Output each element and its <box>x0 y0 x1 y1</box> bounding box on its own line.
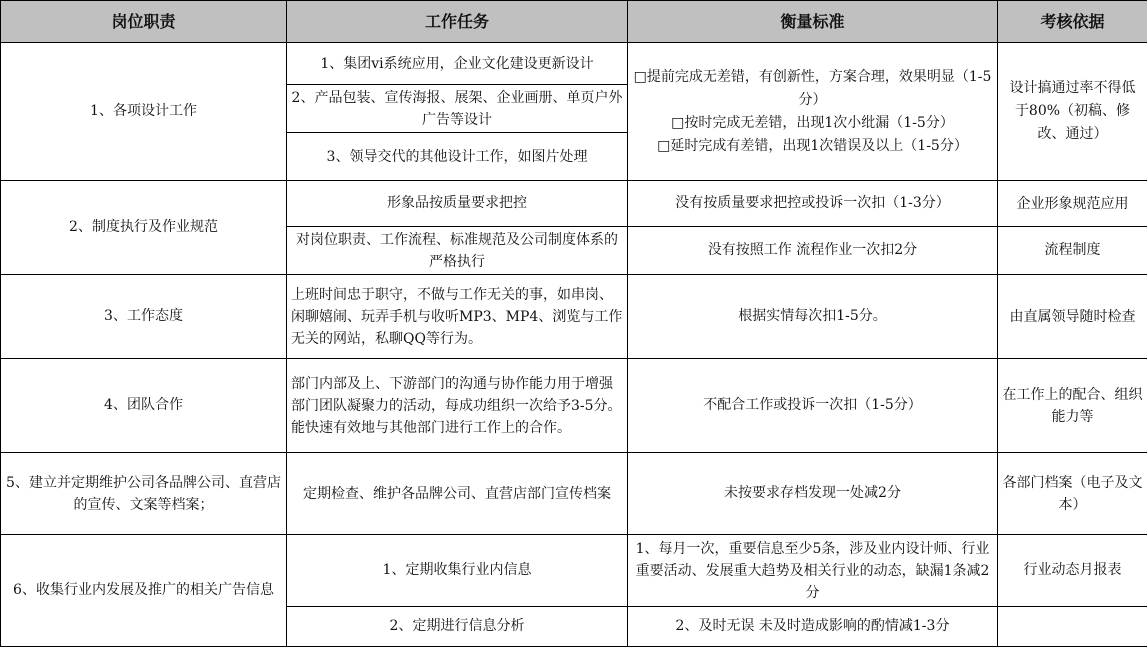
standard-line: □按时完成无差错，出现1次小纰漏（1-5分） <box>671 114 954 131</box>
duty-cell: 4、团队合作 <box>1 359 287 453</box>
header-basis: 考核依据 <box>998 1 1147 43</box>
table-row <box>1 43 1147 85</box>
duty-cell: 2、制度执行及作业规范 <box>1 181 287 275</box>
duty-cell: 6、收集行业内发展及推广的相关广告信息 <box>1 535 287 647</box>
table-row <box>1 535 1147 607</box>
header-standard: 衡量标准 <box>628 1 998 43</box>
duty-cell: 5、建立并定期维护公司各品牌公司、直营店的宣传、文案等档案； <box>1 453 287 535</box>
header-duty: 岗位职责 <box>1 1 287 43</box>
table-row <box>1 359 1147 453</box>
task-cell: 定期检查、维护各品牌公司、直营店部门宣传档案 <box>287 453 628 535</box>
standard-cell: 未按要求存档发现一处减2分 <box>628 453 998 535</box>
task-cell: 部门内部及上、下游部门的沟通与协作能力用于增强部门团队凝聚力的活动，每成功组织一次给予3-5分。 能快速有效地与其他部门进行工作上的合作。 <box>287 359 628 453</box>
basis-cell: 由直属领导随时检查 <box>998 275 1147 359</box>
task-cell: 1、集团vi系统应用，企业文化建设更新设计 <box>287 43 628 85</box>
standard-cell: 没有按照工作 流程作业一次扣2分 <box>628 227 998 275</box>
task-cell: 上班时间忠于职守，不做与工作无关的事，如串岗、闲聊嬉闹、玩弄手机与收听MP3、MP4、浏览与工作无关的网站，私聊QQ等行为。 <box>287 275 628 359</box>
basis-cell-empty <box>998 607 1147 647</box>
standard-cell: 1、每月一次，重要信息至少5条，涉及业内设计师、行业重要活动、发展重大趋势及相关行业的动态，缺漏1条减2分 <box>628 535 998 607</box>
standard-cell: 根据实情每次扣1-5分。 <box>628 275 998 359</box>
standard-cell: 不配合工作或投诉一次扣（1-5分） <box>628 359 998 453</box>
basis-cell: 流程制度 <box>998 227 1147 275</box>
standard-cell <box>628 43 998 181</box>
task-cell: 形象品按质量要求把控 <box>287 181 628 227</box>
basis-cell: 设计搞通过率不得低于80%（初稿、修改、通过） <box>998 43 1147 181</box>
table-row <box>1 453 1147 535</box>
table-row <box>1 275 1147 359</box>
standard-line: □延时完成有差错，出现1次错误及以上（1-5分） <box>657 137 968 154</box>
basis-cell: 在工作上的配合、组织能力等 <box>998 359 1147 453</box>
standard-cell: 2、及时无误 未及时造成影响的酌情减1-3分 <box>628 607 998 647</box>
task-cell: 对岗位职责、工作流程、标准规范及公司制度体系的严格执行 <box>287 227 628 275</box>
header-row <box>1 1 1147 43</box>
duty-cell: 1、各项设计工作 <box>1 43 287 181</box>
task-cell: 2、定期进行信息分析 <box>287 607 628 647</box>
duty-cell: 3、工作态度 <box>1 275 287 359</box>
standard-line: □提前完成无差错，有创新性，方案合理，效果明显（1-5分） <box>633 68 992 108</box>
basis-cell: 企业形象规范应用 <box>998 181 1147 227</box>
task-cell: 1、定期收集行业内信息 <box>287 535 628 607</box>
basis-cell: 行业动态月报表 <box>998 535 1147 607</box>
task-cell: 2、产品包装、宣传海报、展架、企业画册、单页户外广告等设计 <box>287 85 628 133</box>
task-cell: 3、领导交代的其他设计工作，如图片处理 <box>287 133 628 181</box>
basis-cell: 各部门档案（电子及文本） <box>998 453 1147 535</box>
table-row <box>1 181 1147 227</box>
standard-cell: 没有按质量要求把控或投诉一次扣（1-3分） <box>628 181 998 227</box>
header-task: 工作任务 <box>287 1 628 43</box>
